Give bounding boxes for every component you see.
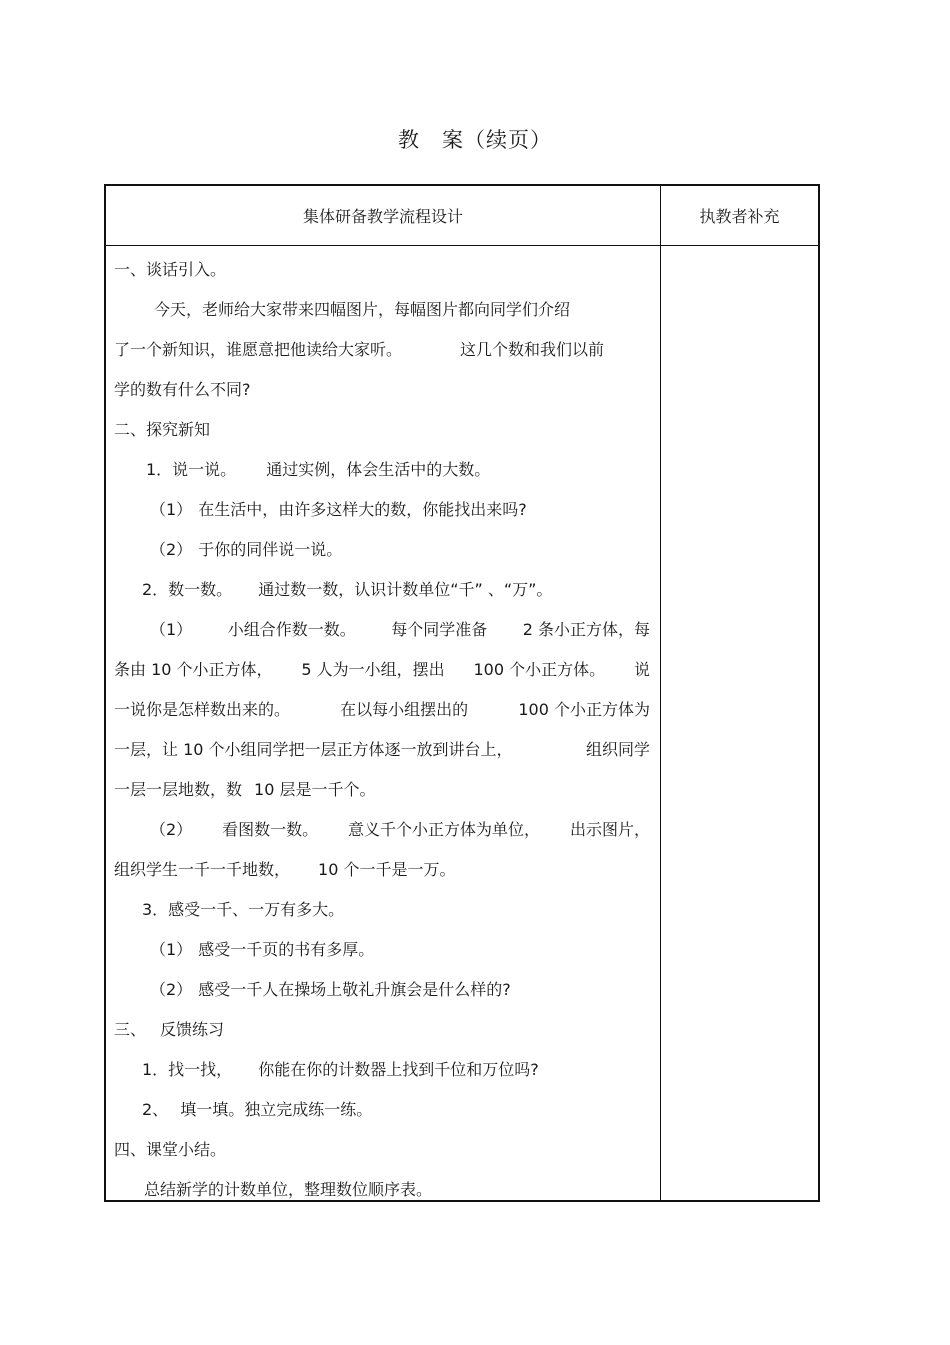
lesson-plan-table [104, 184, 820, 1202]
text-line: 条由 10 个小正方体， 5 人为一小组，摆出 100 个小正方体。 说 [114, 660, 650, 679]
text-line: 2．数一数。 通过数一数，认识计数单位“千” 、“万”。 [142, 580, 553, 599]
text-line: 3．感受一千、一万有多大。 [142, 900, 345, 919]
text-line: 学的数有什么不同? [114, 380, 251, 399]
page-title [0, 124, 950, 154]
text-line: 1．找一找， 你能在你的计数器上找到千位和万位吗? [142, 1060, 539, 1079]
text-line: （2） 于你的同伴说一说。 [150, 540, 343, 559]
text-line: （1） 感受一千页的书有多厚。 [150, 940, 375, 959]
text-line: 今天，老师给大家带来四幅图片，每幅图片都向同学们介绍 [154, 300, 571, 319]
text-line: 四、课堂小结。 [114, 1140, 227, 1159]
text-line: 2、 填一填。独立完成练一练。 [142, 1100, 373, 1119]
text-line: 了一个新知识，谁愿意把他读给大家听。 这几个数和我们以前 [114, 340, 605, 359]
text-line: 一、谈话引入。 [114, 260, 227, 279]
title-part-2: 案（续页） [442, 128, 552, 152]
text-line: 三、 反馈练习 [114, 1020, 225, 1039]
text-line: （2） 看图数一数。 意义千个小正方体为单位， 出示图片， [150, 820, 650, 839]
text-line: 组织学生一千一千地数， 10 个一千是一万。 [114, 860, 456, 879]
header-divider [106, 245, 818, 246]
text-line: 一层一层地数，数 10 层是一千个。 [114, 780, 376, 799]
text-line: （2） 感受一千人在操场上敬礼升旗会是什么样的? [150, 980, 511, 999]
text-line: 一说你是怎样数出来的。 在以每小组摆出的 100 个小正方体为 [114, 700, 650, 719]
text-line: 总结新学的计数单位，整理数位顺序表。 [144, 1180, 433, 1199]
text-line: （1） 小组合作数一数。 每个同学准备 2 条小正方体，每 [150, 620, 650, 639]
text-line: 1．说一说。 通过实例，体会生活中的大数。 [146, 460, 491, 479]
text-line: 二、探究新知 [114, 420, 211, 439]
title-part-1: 教 [398, 128, 420, 152]
header-teacher-supplement: 执教者补充 [699, 207, 780, 226]
text-line: （1） 在生活中，由许多这样大的数，你能找出来吗? [150, 500, 527, 519]
text-line: 一层，让 10 个小组同学把一层正方体逐一放到讲台上， 组织同学 [114, 740, 650, 759]
header-design-flow: 集体研备教学流程设计 [302, 207, 463, 226]
